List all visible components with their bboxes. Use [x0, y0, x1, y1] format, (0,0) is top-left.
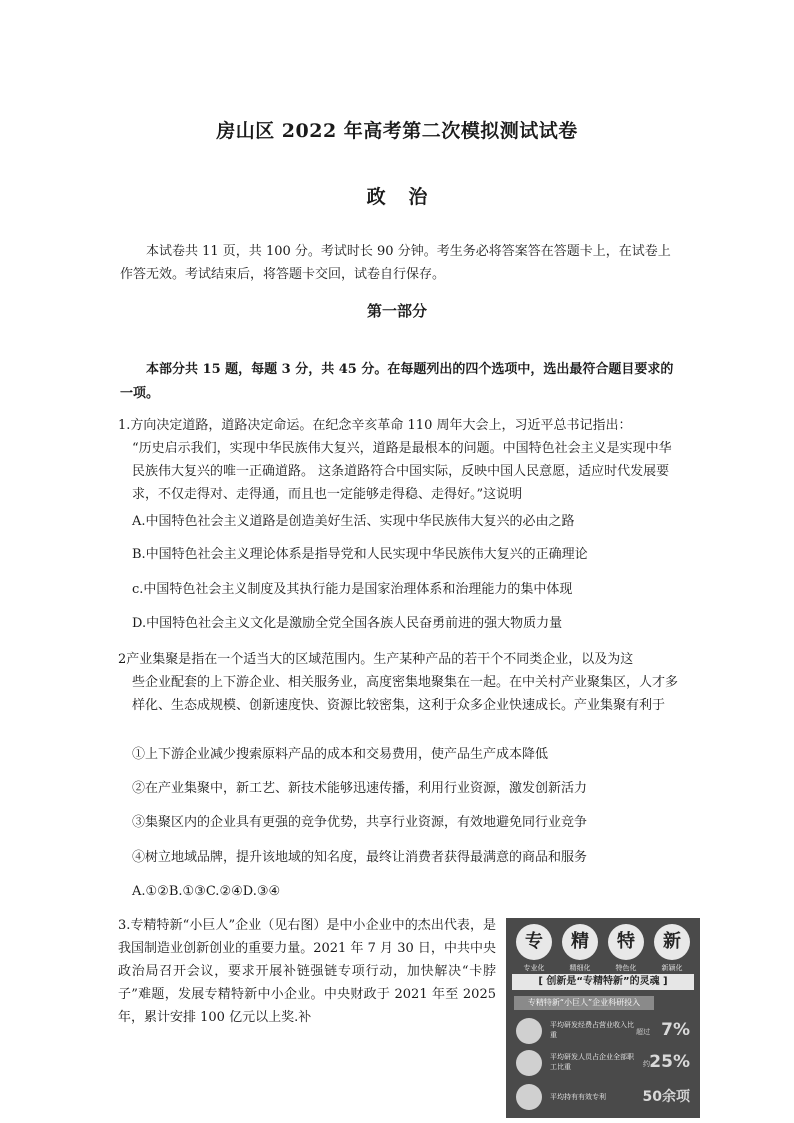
- question-1-option-b: B.中国特色社会主义理论体系是指导党和人民实现中华民族伟大复兴的正确理论: [132, 547, 588, 562]
- question-2-item-4: ④树立地域品牌，提升该地域的知名度，最终让消费者获得最满意的商品和服务: [132, 850, 588, 865]
- char-circle: 专: [516, 924, 552, 960]
- question-1-option-d: D.中国特色社会主义文化是激励全党全国各族人民奋勇前进的强大物质力量: [132, 616, 563, 631]
- chart-icon: [516, 1018, 542, 1044]
- stat-value: 50余项: [642, 1089, 690, 1105]
- question-3-stem: [118, 914, 496, 1029]
- subject-char: 治: [408, 186, 428, 208]
- subject-char: 政: [366, 186, 386, 208]
- question-number: 2: [118, 652, 127, 667]
- people-icon: [516, 1050, 542, 1076]
- patent-icon: [516, 1084, 542, 1110]
- stat-prefix: 约: [643, 1060, 650, 1068]
- stat-label: 平均研发经费占营业收入比重: [550, 1021, 634, 1039]
- char-label: 特色化: [615, 964, 637, 972]
- char-label: 新颖化: [661, 964, 683, 972]
- specialized-innovation-infographic: [506, 918, 700, 1118]
- question-2-item-2: ②在产业集聚中，新工艺、新技术能够迅速传播，利用行业资源，激发创新活力: [132, 781, 588, 796]
- stat-patents: [516, 1084, 696, 1112]
- part-title: 第一部分: [366, 302, 427, 320]
- question-number: 1.: [118, 418, 131, 433]
- stat-label: 平均持有有效专利: [550, 1093, 606, 1101]
- subject-title: [0, 182, 794, 209]
- question-stem-rest: “历史启示我们，实现中华民族伟大复兴，道路是最根本的问题。中国特色社会主义是实现中华民族伟大复兴的唯一正确道路。 这条道路符合中国实际，反映中国人民意愿，适应时代发展要求，不仅走得对、走得通，而且也一定能够走得稳、走得好。”这说明: [132, 441, 672, 502]
- infographic-subbanner: 专精特新“小巨人”企业科研投入: [514, 996, 654, 1010]
- question-stem: 专精特新“小巨人”企业（见右图）是中小企业中的杰出代表，是我国制造业创新创业的重要力量。2021 年 7 月 30 日，中共中央政治局召开会议，要求开展补链强链专项行动，加快解决“卡脖子”难题，发展专精特新中小企业。中央财政于 2021 年至 2025 年，累计安排 100 亿元以上奖.补: [118, 918, 496, 1025]
- question-stem-rest: 些企业配套的上下游企业、相关服务业，高度密集地聚集在一起。在中关村产业聚集区，人才多样化、生态成规模、创新速度快、资源比较密集，这利于众多企业快速成长。产业集聚有利于: [132, 675, 679, 713]
- question-stem-first: 产业集聚是指在一个适当大的区域范围内。生产某种产品的若干个不同类企业，以及为这: [126, 652, 634, 667]
- question-2-stem: [118, 648, 680, 717]
- infographic-banner: [ 创新是“专精特新”的灵魂 ]: [512, 974, 694, 990]
- stat-prefix: 超过: [636, 1028, 650, 1036]
- question-1-option-a: A.中国特色社会主义道路是创造美好生活、实现中华民族伟大复兴的必由之路: [132, 514, 575, 529]
- question-2-item-1: ①上下游企业减少搜索原料产品的成本和交易费用，使产品生产成本降低: [132, 747, 549, 762]
- part-instruction: 本部分共 15 题，每题 3 分，共 45 分。在每题列出的四个选项中，选出最符合题目要求的一项。: [120, 362, 674, 401]
- char-label: 精细化: [569, 964, 591, 972]
- question-1-option-c: c.中国特色社会主义制度及其执行能力是国家治理体系和治理能力的集中体现: [132, 582, 573, 597]
- char-label: 专业化: [523, 964, 545, 972]
- question-1-stem: [118, 414, 680, 506]
- exam-title: 房山区 2022 年高考第二次模拟测试试卷: [216, 120, 578, 142]
- stat-value: 25%: [649, 1052, 690, 1072]
- question-2-item-3: ③集聚区内的企业具有更强的竞争优势，共享行业资源，有效地避免同行业竞争: [132, 815, 588, 830]
- stat-rd-staff: [516, 1050, 696, 1078]
- char-circle: 新: [654, 924, 690, 960]
- stat-rd-expense: [516, 1018, 696, 1046]
- char-circle: 精: [562, 924, 598, 960]
- char-circle: 特: [608, 924, 644, 960]
- stat-label: 平均研发人员占企业全部职工比重: [550, 1053, 634, 1071]
- question-stem-first: 方向决定道路，道路决定命运。在纪念辛亥革命 110 周年大会上，习近平总书记指出：: [130, 418, 632, 433]
- question-2-options: A.①②B.①③C.②④D.③④: [132, 884, 281, 899]
- question-number: 3.: [118, 918, 131, 933]
- stat-value: 7%: [661, 1020, 690, 1040]
- exam-intro: 本试卷共 11 页，共 100 分。考试时长 90 分钟。考生务必将答案答在答题卡上，在试卷上作答无效。考试结束后，将答题卡交回，试卷自行保存。: [120, 244, 671, 282]
